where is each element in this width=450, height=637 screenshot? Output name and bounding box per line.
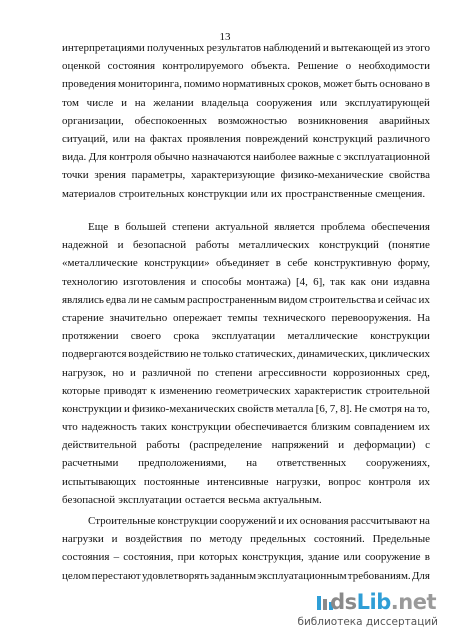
- word: действительной: [62, 439, 137, 452]
- word: что: [62, 421, 78, 434]
- word: конструкций: [312, 132, 373, 145]
- word: Решение: [297, 60, 339, 73]
- word: но: [112, 366, 124, 379]
- word: приводят: [103, 384, 147, 397]
- word: контролируемого: [162, 60, 244, 73]
- word: нормативных: [222, 78, 286, 91]
- word: металлические: [287, 330, 358, 343]
- word: статических,: [235, 348, 296, 361]
- word: ли: [127, 293, 140, 306]
- word: удовлетворять: [141, 569, 210, 582]
- word: обеспокоенных: [134, 114, 208, 127]
- word: и: [278, 515, 285, 527]
- word: На: [417, 311, 430, 324]
- word: ответственных: [276, 457, 347, 470]
- word: различной: [142, 366, 192, 379]
- word: состояния: [62, 551, 110, 564]
- word: свойств: [237, 402, 274, 415]
- word: безопасной: [62, 493, 116, 506]
- word: характеристик: [294, 384, 363, 397]
- word: [6,: [315, 402, 328, 415]
- text-line: [62, 236, 430, 254]
- page-number: 13: [219, 31, 231, 43]
- word: степени: [215, 366, 253, 379]
- word: и: [117, 239, 124, 252]
- word: монтажа): [246, 275, 291, 288]
- word: при: [177, 551, 195, 564]
- word: Для: [88, 151, 107, 164]
- word: 8].: [340, 402, 353, 415]
- word: испытывающих: [62, 475, 137, 488]
- word: деформации): [353, 439, 416, 452]
- word: целом: [62, 569, 91, 582]
- word: распространенным: [187, 293, 277, 306]
- word: необходимости: [358, 60, 430, 73]
- word: не: [141, 293, 153, 306]
- watermark-brand-lib: Lib: [356, 590, 391, 614]
- word: владельца: [201, 96, 249, 109]
- word: таких: [140, 421, 168, 434]
- word: актуальной: [215, 221, 269, 233]
- word: сред,: [406, 366, 430, 379]
- text-line: [62, 57, 430, 75]
- word: работы: [195, 239, 230, 252]
- word: пространственные: [285, 187, 373, 200]
- word: сооружений: [219, 515, 277, 527]
- word: предельных: [250, 533, 306, 546]
- word: подвергаются: [62, 348, 127, 361]
- word: сооружение: [364, 551, 421, 564]
- word: в: [424, 78, 430, 91]
- word: предположениями,: [138, 457, 227, 470]
- word: и: [190, 275, 197, 288]
- word: и: [377, 293, 384, 306]
- text-line: [62, 75, 430, 93]
- text-line: [62, 218, 430, 236]
- word: свойства: [388, 169, 430, 182]
- word: перестают: [91, 569, 141, 582]
- word: безопасной: [132, 239, 187, 252]
- word: аварийных: [379, 114, 430, 127]
- word: (понятие: [388, 239, 430, 252]
- word: числе: [86, 96, 114, 109]
- word: темпы: [227, 311, 258, 324]
- text-line: [62, 185, 430, 203]
- word: постоянные: [143, 475, 200, 488]
- word: эксплуатирующей: [344, 96, 430, 109]
- word: здание: [308, 551, 340, 564]
- word: вида.: [62, 151, 87, 164]
- word: их: [418, 421, 430, 434]
- word: проблема: [320, 221, 366, 233]
- word: расчетными: [62, 457, 119, 470]
- watermark-brand-net: .net: [390, 590, 436, 614]
- word: о: [345, 60, 352, 73]
- word: интенсивные: [207, 475, 269, 488]
- text-line: [62, 473, 430, 491]
- watermark-brand-ds: ds: [330, 590, 357, 614]
- word: издавна: [393, 275, 430, 288]
- word: металлических: [238, 239, 310, 252]
- text-line: [62, 491, 430, 509]
- word: и: [111, 533, 118, 546]
- text-line: [62, 382, 430, 400]
- word: и: [338, 439, 345, 452]
- word: зрения: [94, 169, 126, 182]
- word: большей: [125, 221, 167, 233]
- word: не: [190, 348, 201, 361]
- word: эксплуатации: [211, 330, 276, 343]
- watermark-brand: [330, 590, 436, 614]
- word: смотря: [369, 402, 402, 415]
- word: конструкции: [187, 187, 248, 200]
- word: то,: [417, 402, 430, 415]
- word: рассчитывают: [350, 515, 418, 527]
- word: обеспечения: [371, 221, 430, 233]
- word: смещения.: [375, 187, 426, 200]
- word: способы: [201, 275, 242, 288]
- word: срока: [173, 330, 200, 343]
- word: агрессивности: [258, 366, 327, 379]
- word: или: [319, 96, 338, 109]
- word: строительных: [118, 187, 185, 200]
- word: и: [121, 96, 127, 109]
- word: как: [350, 275, 366, 288]
- word: назначаются: [191, 151, 251, 164]
- word: или: [343, 551, 361, 564]
- word: актуальным.: [263, 493, 322, 506]
- word: на: [419, 515, 430, 527]
- word: эксплуатационным: [257, 569, 347, 582]
- word: воздействия: [125, 533, 183, 546]
- word: Не: [354, 402, 368, 415]
- word: перевооружения.: [331, 311, 412, 324]
- word: конструкций: [319, 239, 379, 252]
- text-line: [62, 418, 430, 436]
- word: себе: [287, 257, 308, 270]
- word: вопрос: [328, 475, 361, 488]
- word: конструкции: [157, 515, 218, 527]
- word: интерпретациями: [62, 42, 145, 54]
- word: контроля: [368, 475, 411, 488]
- word: изготовления: [123, 275, 186, 288]
- word: металла: [275, 402, 314, 415]
- word: физико-механических: [132, 402, 236, 415]
- word: физико-механические: [280, 169, 384, 182]
- word: в: [424, 551, 430, 564]
- word: по: [197, 366, 209, 379]
- text-line: [62, 273, 430, 291]
- word: организации,: [62, 114, 124, 127]
- word: состояний.: [313, 533, 365, 546]
- word: обычно: [154, 151, 190, 164]
- word: конструктивную: [313, 257, 392, 270]
- word: том: [62, 96, 79, 109]
- word: своего: [130, 330, 162, 343]
- word: их: [418, 293, 430, 306]
- word: конструкции: [62, 402, 122, 415]
- word: мониторинга,: [118, 78, 182, 91]
- word: материалов: [62, 187, 116, 200]
- text-line: [62, 254, 430, 272]
- text-line: [62, 291, 430, 309]
- word: –: [113, 551, 120, 564]
- word: объединяет: [215, 257, 270, 270]
- word: основания: [299, 515, 349, 527]
- word: циклических: [369, 348, 430, 361]
- word: повреждений: [245, 132, 309, 145]
- word: воздействию: [128, 348, 189, 361]
- word: помимо: [183, 78, 221, 91]
- text-line: [62, 400, 430, 418]
- word: нагрузки,: [276, 475, 321, 488]
- word: возникновения: [297, 114, 369, 127]
- word: протяжении: [62, 330, 119, 343]
- word: и: [322, 42, 329, 54]
- word: с: [425, 439, 430, 452]
- word: Строительные: [88, 515, 156, 527]
- word: этого: [405, 42, 430, 54]
- word: [4,: [296, 275, 308, 288]
- word: их: [418, 475, 430, 488]
- word: методу: [209, 533, 243, 546]
- text-line: [62, 345, 430, 363]
- word: 7,: [329, 402, 338, 415]
- text-line: [62, 309, 430, 327]
- word: которых: [199, 551, 238, 564]
- word: являлись: [62, 293, 104, 306]
- word: обеспечивается: [234, 421, 308, 434]
- word: конструкция,: [242, 551, 304, 564]
- word: к: [150, 384, 156, 397]
- word: на: [404, 402, 415, 415]
- word: требованиям.: [347, 569, 411, 582]
- word: коррозионных: [332, 366, 401, 379]
- paragraph-2: [62, 218, 430, 509]
- paragraph-1: [62, 39, 430, 203]
- word: с: [336, 151, 342, 164]
- paragraph-3: [62, 512, 430, 585]
- word: строительной: [365, 384, 430, 397]
- word: характеризующие: [190, 169, 275, 182]
- word: нагрузок,: [62, 366, 107, 379]
- text-line: [62, 454, 430, 472]
- word: их: [270, 187, 283, 200]
- text-line: [62, 130, 430, 148]
- word: состояния,: [123, 551, 174, 564]
- text-line: [62, 112, 430, 130]
- text-line: [62, 39, 430, 57]
- text-line: [62, 148, 430, 166]
- word: сейчас: [385, 293, 417, 306]
- word: надежной: [62, 239, 109, 252]
- word: нагрузки: [62, 533, 104, 546]
- word: на: [246, 457, 258, 470]
- word: по: [190, 533, 202, 546]
- word: контроля: [109, 151, 152, 164]
- word: так: [330, 275, 346, 288]
- word: надежность: [81, 421, 137, 434]
- word: заданным: [210, 569, 257, 582]
- dslib-watermark[interactable]: [297, 590, 442, 634]
- text-line: [62, 512, 430, 530]
- word: или: [250, 187, 268, 200]
- word: Для: [411, 569, 430, 582]
- word: совпадением: [354, 421, 415, 434]
- word: (распределение: [189, 439, 262, 452]
- word: вытекающей: [330, 42, 391, 54]
- word: проявления: [186, 132, 241, 145]
- word: 6],: [313, 275, 325, 288]
- word: точки: [62, 169, 89, 182]
- word: ситуаций,: [62, 132, 109, 145]
- text-line: [62, 436, 430, 454]
- word: остается: [184, 493, 226, 506]
- word: наиболее: [253, 151, 296, 164]
- word: и: [130, 366, 136, 379]
- word: опережает: [172, 311, 222, 324]
- word: быть: [354, 78, 378, 91]
- word: близким: [311, 421, 351, 434]
- word: может: [323, 78, 353, 91]
- word: полученных: [146, 42, 205, 54]
- word: работы: [146, 439, 180, 452]
- word: только: [202, 348, 234, 361]
- word: наблюдений: [263, 42, 321, 54]
- text-line: [62, 530, 430, 548]
- word: степени: [172, 221, 210, 233]
- word: и: [124, 402, 130, 415]
- word: результатов: [206, 42, 262, 54]
- word: оценкой: [62, 60, 101, 73]
- word: динамических,: [297, 348, 368, 361]
- word: старение: [62, 311, 104, 324]
- word: видом: [278, 293, 308, 306]
- word: желании: [153, 96, 194, 109]
- text-line: [62, 327, 430, 345]
- word: на: [134, 96, 146, 109]
- text-line: [62, 548, 430, 566]
- text-line: [62, 567, 430, 585]
- word: напряжений: [271, 439, 329, 452]
- word: Предельные: [372, 533, 430, 546]
- word: конструкции»: [144, 257, 210, 270]
- word: едва: [105, 293, 127, 306]
- word: в: [114, 221, 120, 233]
- word: конструкции: [370, 330, 430, 343]
- word: эксплуатации: [118, 493, 182, 506]
- word: Еще: [88, 221, 109, 233]
- text-line: [62, 166, 430, 184]
- word: сроков,: [287, 78, 322, 91]
- word: сооружения: [256, 96, 313, 109]
- word: изменению: [159, 384, 213, 397]
- word: является: [274, 221, 315, 233]
- text-line: [62, 94, 430, 112]
- word: в: [275, 257, 281, 270]
- word: конструкции: [171, 421, 231, 434]
- word: фактах: [149, 132, 183, 145]
- word: самым: [153, 293, 186, 306]
- word: «металлические: [62, 257, 138, 270]
- word: весьма: [228, 493, 261, 506]
- word: объекта.: [250, 60, 291, 73]
- word: которые: [62, 384, 101, 397]
- word: или: [112, 132, 130, 145]
- word: геометрических: [215, 384, 291, 397]
- word: технологию: [62, 275, 118, 288]
- text-line: [62, 364, 430, 382]
- word: на: [134, 132, 146, 145]
- word: эксплуатационной: [343, 151, 430, 164]
- word: параметры,: [131, 169, 186, 182]
- word: строительства: [309, 293, 376, 306]
- word: проведения: [62, 78, 117, 91]
- word: состояния: [107, 60, 156, 73]
- word: важные: [298, 151, 335, 164]
- word: технического: [263, 311, 326, 324]
- word: форму,: [397, 257, 430, 270]
- word: из: [392, 42, 404, 54]
- word: значительно: [109, 311, 168, 324]
- word: основано: [379, 78, 423, 91]
- word: различного: [377, 132, 430, 145]
- word: они: [370, 275, 389, 288]
- word: их: [286, 515, 298, 527]
- word: сооружениях,: [365, 457, 430, 470]
- word: возможностью: [217, 114, 288, 127]
- watermark-subtitle: библиотека диссертаций: [297, 616, 438, 628]
